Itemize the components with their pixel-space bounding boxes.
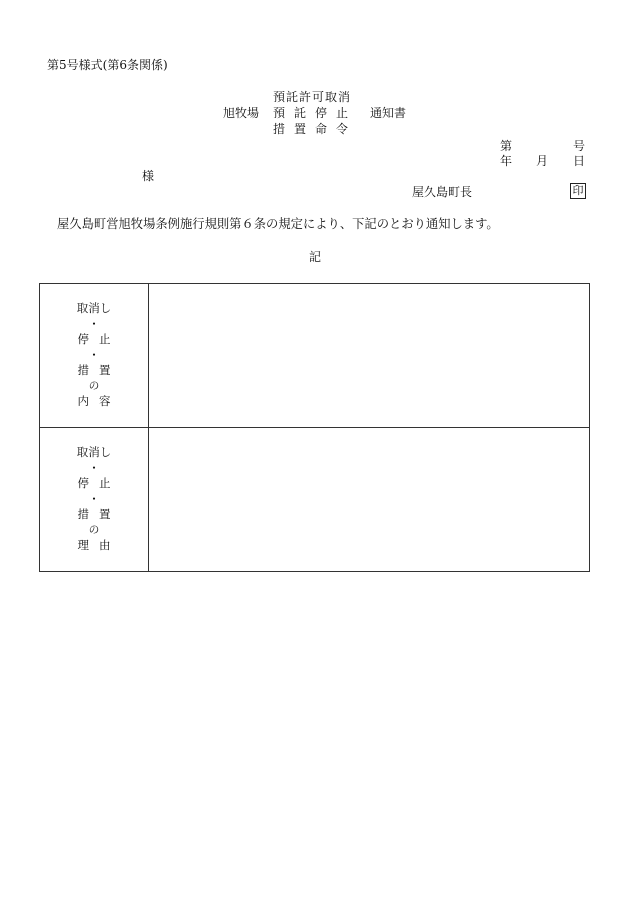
label-line: 措置	[77, 363, 121, 378]
title-line-2-suffix: 通知書	[370, 106, 407, 120]
date-year: 年	[500, 154, 513, 168]
label-line: 理由	[77, 538, 121, 553]
label-line: ・	[88, 460, 100, 475]
label-line: 停止	[77, 332, 121, 347]
date-month: 月	[536, 154, 549, 168]
row-label-reason	[40, 428, 149, 572]
detail-table	[39, 283, 590, 572]
document-number-prefix: 第	[500, 139, 513, 153]
label-line: の	[88, 379, 100, 392]
date-day: 日	[573, 154, 586, 168]
title-line-1: 預託許可取消	[273, 90, 352, 104]
title-line-2-middle: 預託停止	[273, 106, 358, 120]
label-line: 取消し	[76, 445, 112, 460]
sender-name: 屋久島町長	[412, 185, 473, 199]
addressee-suffix: 様	[142, 169, 155, 183]
table-row	[40, 428, 590, 572]
reason-cell[interactable]	[149, 428, 590, 572]
form-number: 第5号様式(第6条関係)	[47, 58, 168, 72]
label-line: ・	[88, 347, 100, 362]
document-number-suffix: 号	[573, 139, 586, 153]
title-line-3: 措置命令	[273, 122, 358, 136]
label-line: の	[88, 523, 100, 536]
label-line: 措置	[77, 507, 121, 522]
title-line-2-prefix: 旭牧場	[223, 106, 260, 120]
label-line: ・	[88, 491, 100, 506]
label-line: 内容	[77, 394, 121, 409]
seal-box: 印	[570, 183, 586, 199]
notice-body: 屋久島町営旭牧場条例施行規則第６条の規定により、下記のとおり通知します。	[57, 217, 499, 231]
label-line: ・	[88, 316, 100, 331]
row-label-content	[40, 284, 149, 428]
label-line: 取消し	[76, 301, 112, 316]
ki-heading: 記	[309, 250, 322, 264]
content-cell[interactable]	[149, 284, 590, 428]
label-line: 停止	[77, 476, 121, 491]
table-row	[40, 284, 590, 428]
